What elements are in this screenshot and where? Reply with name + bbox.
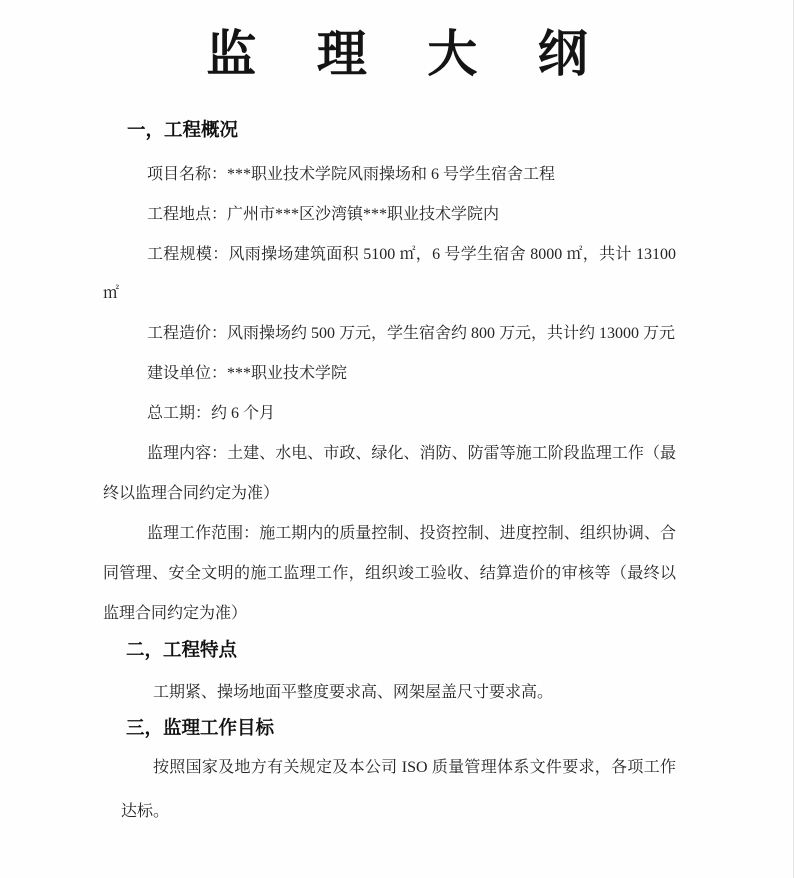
line-project-cost: 工程造价：风雨操场约 500 万元，学生宿舍约 800 万元，共计约 13000 万元 bbox=[147, 325, 676, 342]
line-supervision-goals-cont: 达标。 bbox=[121, 803, 170, 820]
line-supervision-goals: 按照国家及地方有关规定及本公司 ISO 质量管理体系文件要求，各项工作 bbox=[153, 759, 676, 776]
section-heading-supervision-goals: 三，监理工作目标 bbox=[126, 717, 275, 738]
line-project-location: 工程地点：广州市***区沙湾镇***职业技术学院内 bbox=[147, 206, 500, 223]
line-construction-unit: 建设单位：***职业技术学院 bbox=[147, 365, 348, 382]
section-heading-project-overview: 一，工程概况 bbox=[127, 119, 239, 140]
document-title: 监 理 大 纲 bbox=[206, 26, 612, 82]
line-project-scale-cont: ㎡ bbox=[103, 285, 120, 302]
line-supervision-scope-cont-2: 监理合同约定为准） bbox=[103, 605, 248, 622]
line-project-features: 工期紧、操场地面平整度要求高、网架屋盖尺寸要求高。 bbox=[153, 684, 554, 701]
line-supervision-content: 监理内容：土建、水电、市政、绿化、消防、防雷等施工阶段监理工作（最 bbox=[147, 445, 676, 462]
line-supervision-scope: 监理工作范围：施工期内的质量控制、投资控制、进度控制、组织协调、合 bbox=[147, 525, 676, 542]
line-supervision-content-cont: 终以监理合同约定为准） bbox=[103, 485, 280, 502]
line-total-duration: 总工期：约 6 个月 bbox=[147, 405, 276, 422]
line-supervision-scope-cont-1: 同管理、安全文明的施工监理工作，组织竣工验收、结算造价的审核等（最终以 bbox=[103, 565, 676, 582]
line-project-name: 项目名称：***职业技术学院风雨操场和 6 号学生宿舍工程 bbox=[147, 166, 556, 183]
line-project-scale: 工程规模：风雨操场建筑面积 5100 ㎡，6 号学生宿舍 8000 ㎡，共计 13100 bbox=[147, 246, 676, 263]
section-heading-project-features: 二，工程特点 bbox=[126, 639, 238, 660]
